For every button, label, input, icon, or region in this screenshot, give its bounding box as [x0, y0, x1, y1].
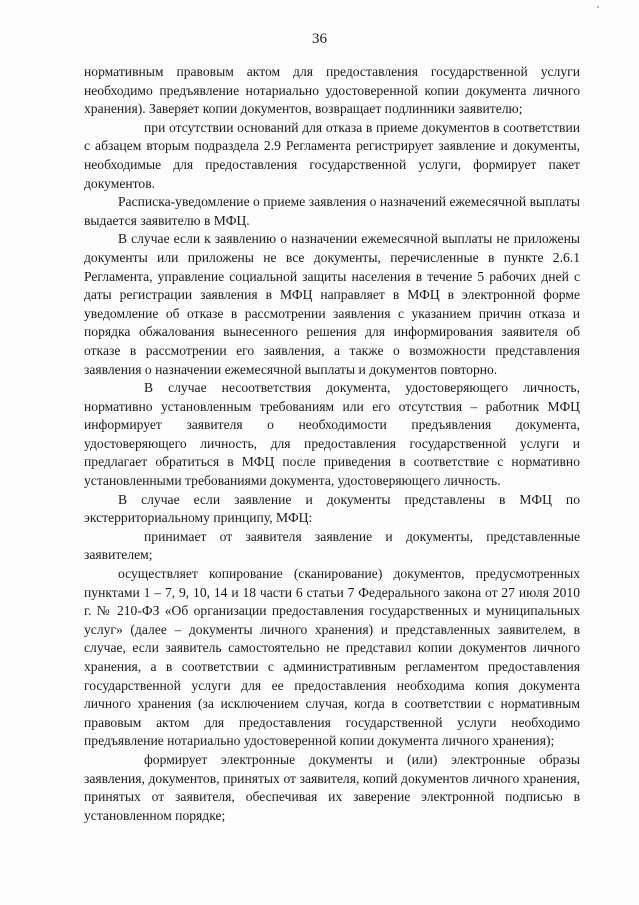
paragraph-electronic-documents: формирует электронные документы и (или) электронные образы заявления, документов, принятых от заявителя, копий документов личного хранения, принятых от заявителя, обеспечивая их заверение электронной подписью в установленном порядке;	[84, 751, 580, 823]
paragraph-missing-documents: В случае если к заявлению о назначении ежемесячной выплаты не приложены документы или приложены не все документы, перечисленные в пункте 2.6.1 Регламента, управление социальной защиты населения в течение 5 рабочих дней с даты регистрации заявления в МФЦ направляет в МФЦ в электронной форме уведомление об отказе в рассмотрении заявления с указанием причин отказа и порядка обжалования вынесенного решения для информирования заявителя об отказе в рассмотрении его заявления, а также о возможности представления заявления о назначении ежемесячной выплаты и документов повторно.	[84, 231, 580, 377]
page-number: 36	[312, 31, 327, 47]
paragraph-identity-document: В случае несоответствия документа, удостоверяющего личность, нормативно установленным требованиям или его отсутствия – работник МФЦ информирует заявителя о необходимости предъявления документа, удостоверяющего личность, для предоставления государственной услуги и предлагает обратиться в МФЦ после приведения в соответствие с нормативно установленными требованиями документа, удостоверяющего личность.	[84, 380, 580, 489]
paragraph-no-refusal-grounds: при отсутствии оснований для отказа в приеме документов в соответствии с абзацем вторым подраздела 2.9 Регламента регистрирует заявление и документы, необходимые для предоставления государственной услуги, формирует пакет документов.	[84, 119, 580, 191]
paragraph-copying-scanning: осуществляет копирование (сканирование) документов, предусмотренных пунктами 1 – 7, 9, 10, 14 и 18 части 6 статьи 7 Федерального закона от 27 июля 2010 г. № 210-ФЗ «Об организации предоставления государственных и муниципальных услуг» (далее – документы личного хранения) и представленных заявителем, в случае, если заявитель самостоятельно не представил копии документов личного хранения, а в соответствии с административным регламентом предоставления государственной услуги для ее предоставления необходима копия документа личного хранения (за исключением случая, когда в соответствии с нормативным правовым актом для предоставления государственной услуги необходимо предъявление нотариально удостоверенной копии документа личного хранения);	[84, 566, 580, 749]
body-text	[84, 63, 580, 825]
paragraph-continuation: нормативным правовым актом для предоставления государственной услуги необходимо предъявление нотариально удостоверенной копии документа личного хранения). Заверяет копии документов, возвращает подлинники заявителю;	[84, 64, 580, 117]
scan-speck	[597, 6, 599, 8]
paragraph-receipt-notice: Расписка-уведомление о приеме заявления о назначений ежемесячной выплаты выдается заявителю в МФЦ.	[84, 194, 580, 228]
paragraph-accepts-documents: принимает от заявителя заявление и документы, представленные заявителем;	[84, 528, 580, 563]
paragraph-extraterritorial: В случае если заявление и документы представлены в МФЦ по экстерриториальному принципу, МФЦ:	[84, 491, 580, 526]
